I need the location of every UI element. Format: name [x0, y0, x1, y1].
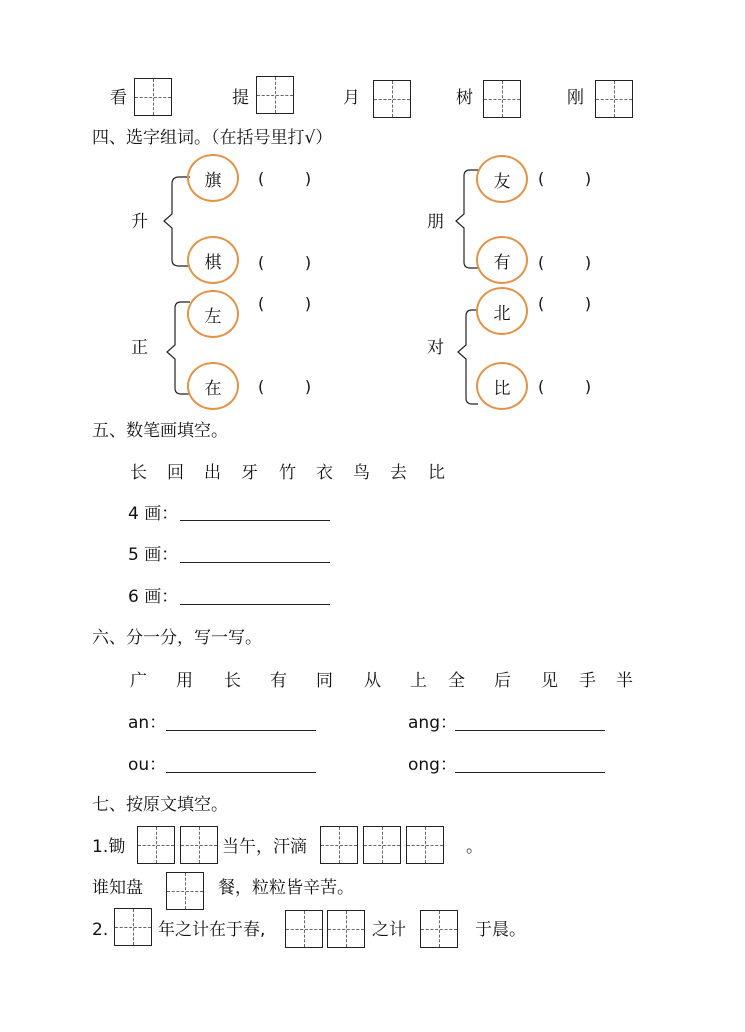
option-circle[interactable]: 友: [476, 155, 528, 203]
line-prefix: 1.锄: [92, 837, 126, 857]
writing-grid[interactable]: [166, 872, 204, 910]
label-4-strokes: 4 画：: [128, 504, 179, 524]
option-circle[interactable]: 有: [476, 236, 528, 284]
line-text: 餐，粒粒皆辛苦。: [218, 878, 354, 898]
label-an: an：: [128, 713, 167, 733]
bracket: [458, 310, 478, 404]
char: 手: [579, 671, 596, 691]
answer-paren[interactable]: ( ): [538, 169, 592, 188]
writing-grid[interactable]: [327, 910, 365, 948]
answer-line[interactable]: [166, 730, 316, 731]
char: 用: [176, 671, 193, 691]
answer-line[interactable]: [180, 520, 330, 521]
line-text: 之计: [372, 920, 406, 940]
line-prefix: 谁知盘: [92, 878, 143, 898]
answer-paren[interactable]: ( ): [538, 294, 592, 313]
label-6-strokes: 6 画：: [128, 587, 179, 607]
char: 见: [541, 671, 558, 691]
stem-char: 朋: [427, 212, 444, 232]
label-ong: ong：: [408, 755, 457, 775]
char: 全: [448, 671, 465, 691]
char-gang: 刚: [567, 88, 584, 108]
answer-paren[interactable]: ( ): [538, 377, 592, 396]
answer-line[interactable]: [455, 730, 605, 731]
answer-line[interactable]: [180, 562, 330, 563]
answer-line[interactable]: [455, 772, 605, 773]
char: 上: [410, 671, 427, 691]
label-5-strokes: 5 画：: [128, 545, 179, 565]
answer-paren[interactable]: ( ): [258, 169, 312, 188]
line-text: 当午，汗滴: [222, 837, 307, 857]
section-4-title: 四、选字组词。（在括号里打√）: [92, 128, 333, 148]
line-text: 年之计在于春,: [158, 920, 266, 940]
option-circle[interactable]: 左: [187, 290, 239, 338]
stem-char: 正: [131, 338, 148, 358]
option-circle[interactable]: 北: [476, 287, 528, 335]
char: 比: [428, 463, 445, 483]
answer-paren[interactable]: ( ): [258, 294, 312, 313]
bracket: [456, 170, 478, 268]
label-ou: ou：: [128, 755, 167, 775]
char: 广: [130, 671, 147, 691]
writing-grid[interactable]: [406, 826, 444, 864]
writing-grid[interactable]: [420, 910, 458, 948]
answer-line[interactable]: [180, 604, 330, 605]
option-circle[interactable]: 在: [187, 362, 239, 410]
char: 从: [364, 671, 381, 691]
char-ti: 提: [232, 88, 249, 108]
char: 回: [167, 463, 184, 483]
char: 有: [270, 671, 287, 691]
char: 半: [616, 671, 633, 691]
option-circle[interactable]: 旗: [187, 154, 239, 202]
line-text: 于晨。: [475, 920, 526, 940]
char: 后: [494, 671, 511, 691]
option-circle[interactable]: 比: [476, 362, 528, 410]
char: 长: [130, 463, 147, 483]
answer-paren[interactable]: ( ): [538, 253, 592, 272]
answer-line[interactable]: [166, 772, 316, 773]
writing-grid[interactable]: [114, 908, 152, 946]
answer-paren[interactable]: ( ): [258, 253, 312, 272]
writing-grid[interactable]: [363, 826, 401, 864]
line-prefix: 2.: [92, 920, 109, 940]
char: 竹: [279, 463, 296, 483]
char: 鸟: [353, 463, 370, 483]
char: 衣: [316, 463, 333, 483]
writing-grid[interactable]: [137, 826, 175, 864]
char-shu: 树: [456, 88, 473, 108]
line-end: 。: [466, 837, 483, 857]
writing-grid[interactable]: [320, 826, 358, 864]
label-ang: ang：: [408, 713, 457, 733]
writing-grid[interactable]: [180, 826, 218, 864]
char: 去: [390, 463, 407, 483]
char-kan: 看: [110, 88, 127, 108]
char-yue: 月: [343, 88, 360, 108]
char: 牙: [241, 463, 258, 483]
section-6-title: 六、分一分，写一写。: [92, 628, 262, 648]
stem-char: 升: [131, 212, 148, 232]
bracket: [164, 177, 190, 266]
answer-paren[interactable]: ( ): [258, 377, 312, 396]
char: 出: [204, 463, 221, 483]
char: 同: [316, 671, 333, 691]
char: 长: [224, 671, 241, 691]
option-circle[interactable]: 棋: [187, 236, 239, 284]
section-5-title: 五、数笔画填空。: [92, 421, 228, 441]
writing-grid[interactable]: [285, 910, 323, 948]
section-7-title: 七、按原文填空。: [92, 795, 228, 815]
stem-char: 对: [427, 338, 444, 358]
